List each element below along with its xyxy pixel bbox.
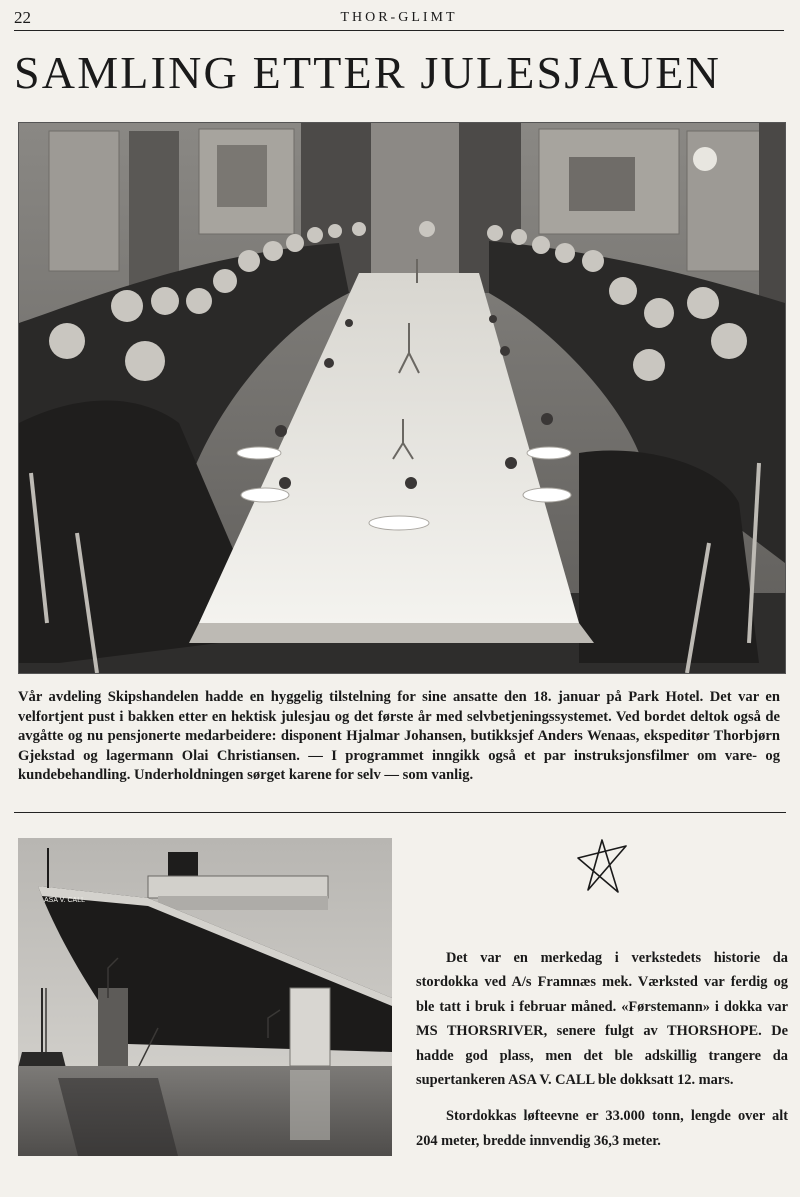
- photo-caption: Vår avdeling Skipshandelen hadde en hyggelig tilstelning for sine ansatte den 18. januar på Park Hotel. Det var en velfortjent pust i bakken etter en hektisk julesjau og det første år med selvbetjeningssystemet. Ved bordet deltok også de avgåtte og nu pensjonerte medarbeidere: disponent Hjalmar Johansen, butikksjef Anders Wenaas, ekspeditør Thorbjørn Gjekstad og lagermann Olai Christiansen. — I programmet inngikk også et par instruksjonsfilmer om vare- og kundebehandling. Underholdningen sørget karene for selv — som vanlig.: [18, 689, 780, 784]
- page-header: [14, 4, 784, 31]
- dock-photo-image: [18, 838, 392, 1156]
- headline: SAMLING ETTER JULESJAUEN: [14, 47, 721, 98]
- banquet-photo: [18, 122, 786, 674]
- running-title: THOR-GLIMT: [340, 10, 458, 25]
- dock-photo: [18, 838, 392, 1156]
- star-icon: [568, 836, 632, 896]
- hull-name: ASA V. CALL: [44, 897, 85, 904]
- page-number: 22: [14, 8, 31, 27]
- article-paragraph-2: Stordokkas løfteevne er 33.000 tonn, lengde over alt 204 meter, bredde innvendig 36,3 meter.: [416, 1108, 788, 1149]
- dock-article: [416, 946, 788, 1153]
- banquet-photo-image: [19, 123, 785, 673]
- article-paragraph-1: Det var en merkedag i verkstedets historie da stordokka ved A/s Framnæs mek. Værksted var ferdig og ble tatt i bruk i februar måned. «Førstemann» i dokka var MS THORSRIVER, senere fulgt av THORSHOPE. De hadde god plass, men det ble adskillig trangere da supertankeren ASA V. CALL ble dokksatt 12. mars.: [416, 950, 788, 1089]
- section-divider: [14, 812, 786, 813]
